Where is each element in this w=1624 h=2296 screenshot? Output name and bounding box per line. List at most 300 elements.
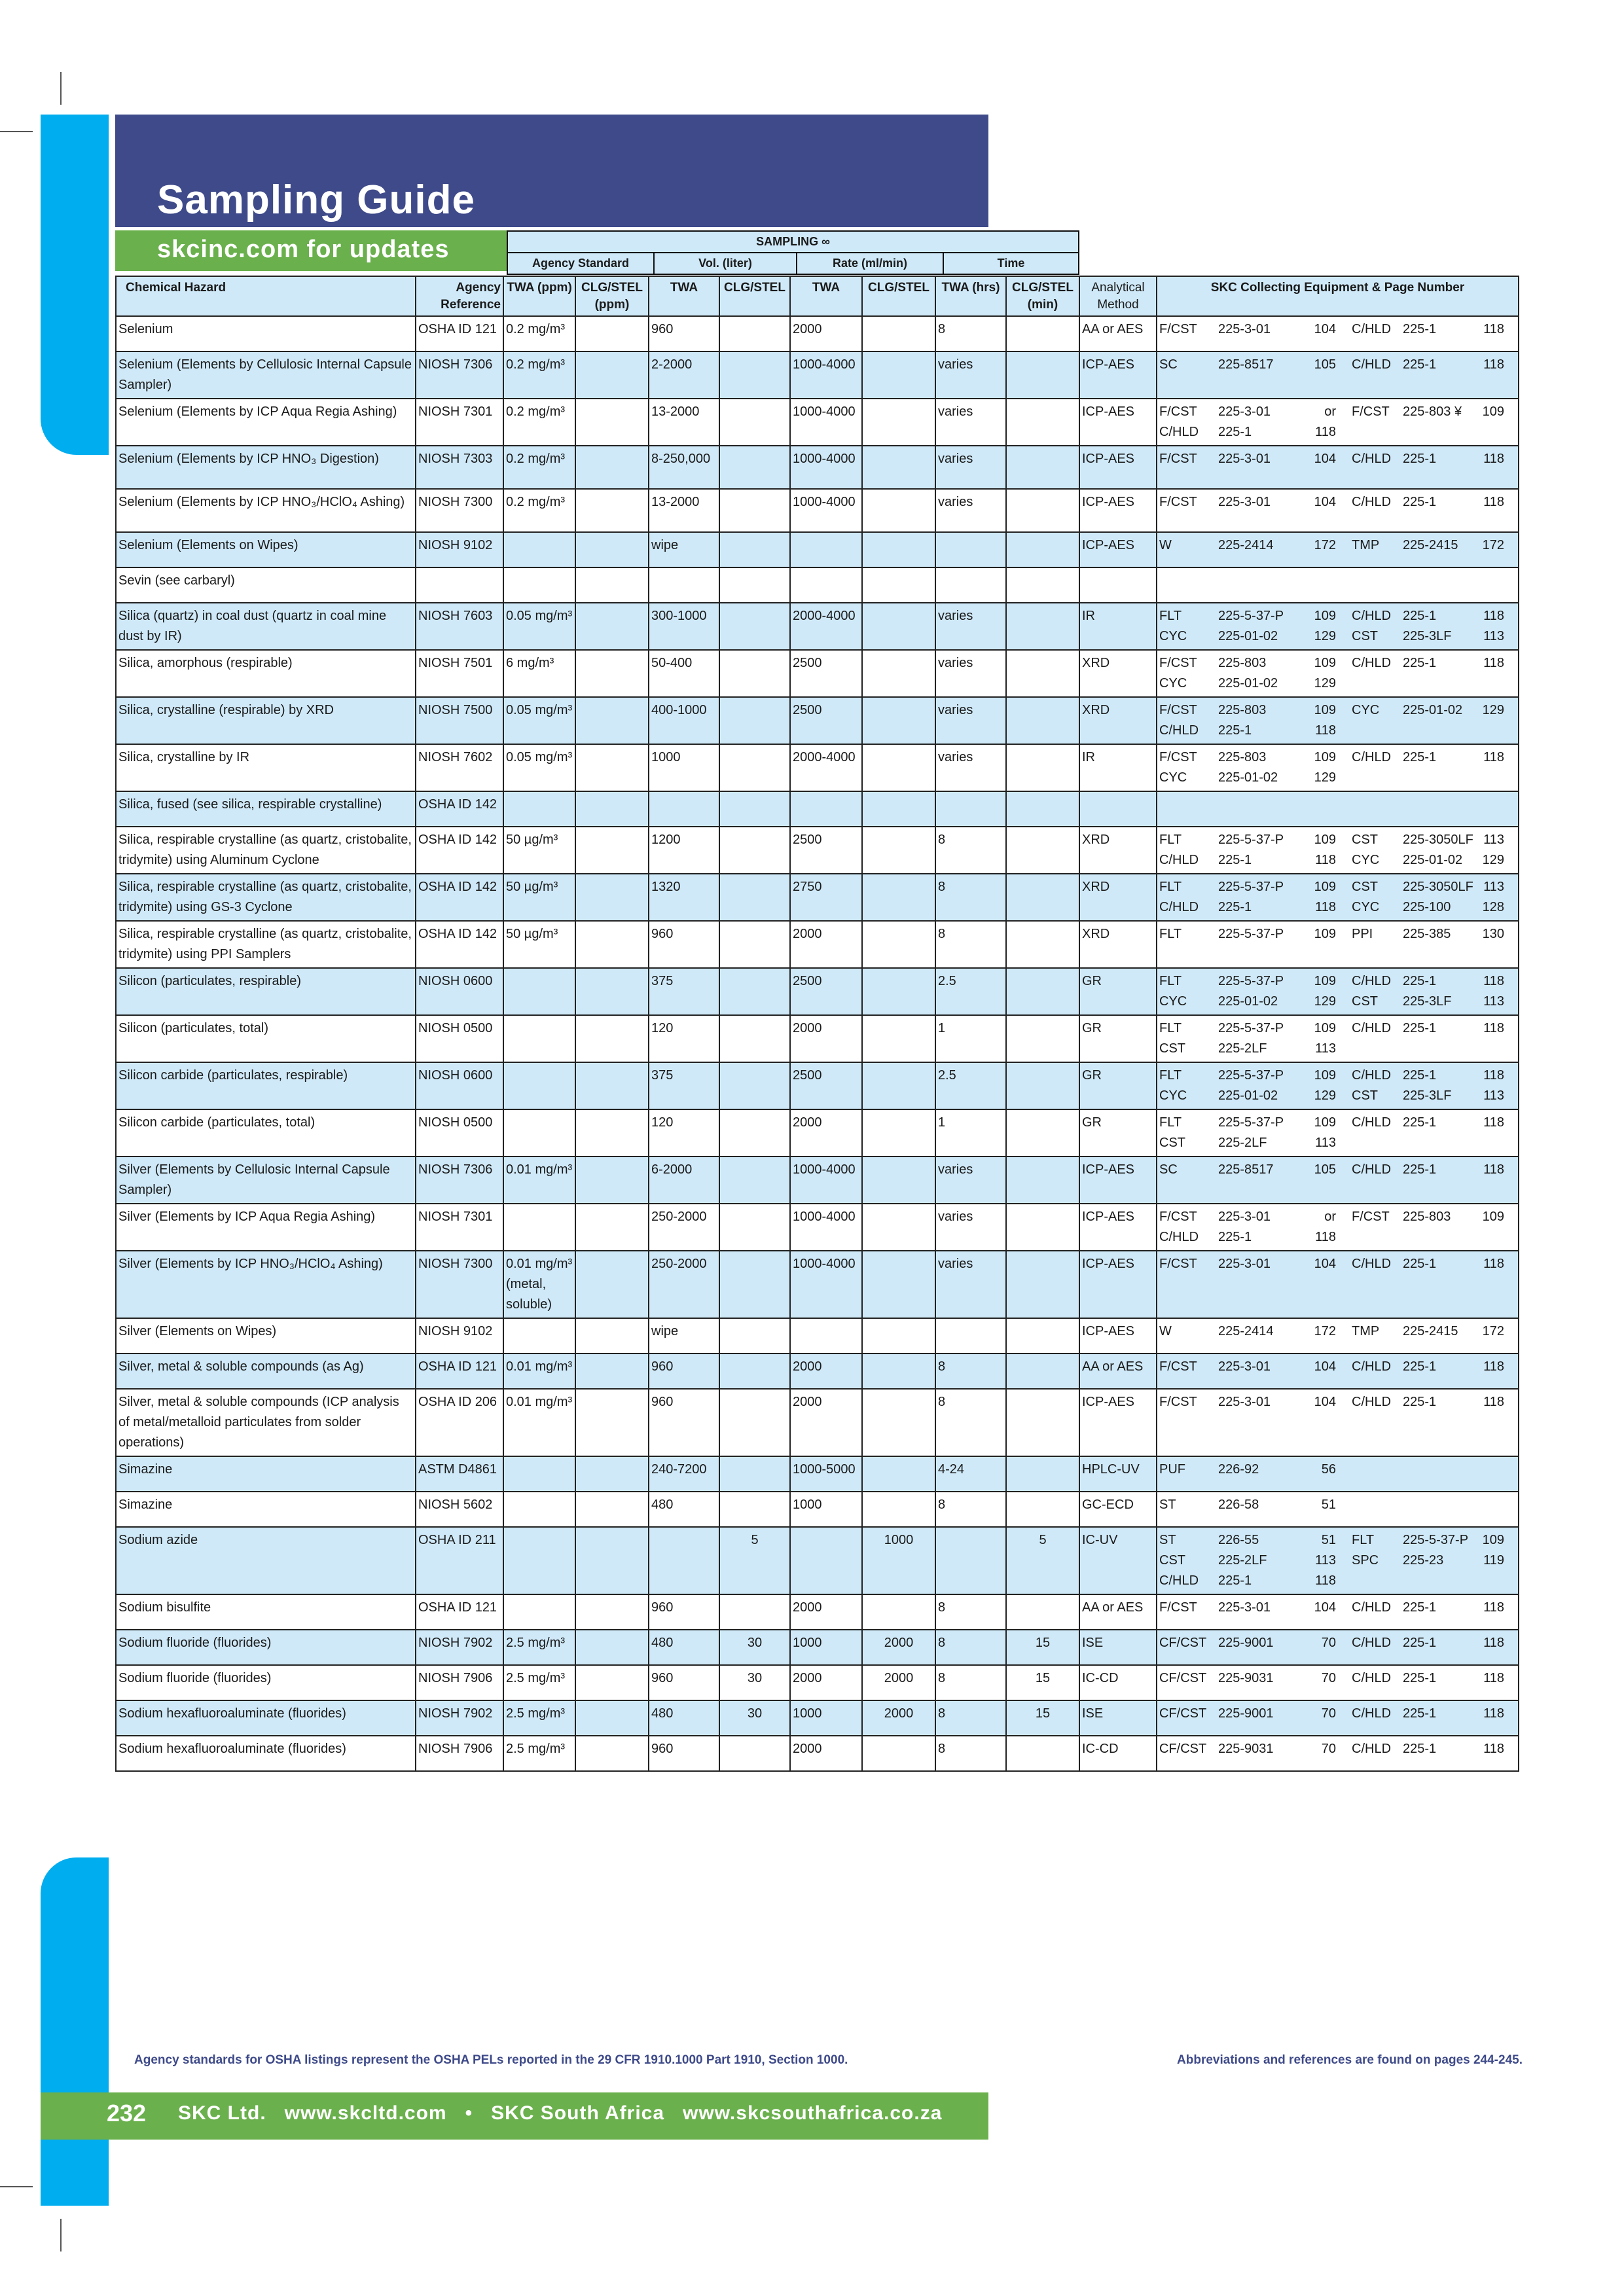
equipment-code: CST xyxy=(1352,833,1378,848)
equipment-page: 109 xyxy=(1482,1533,1504,1548)
time-twa: 8 xyxy=(935,827,1006,874)
chemical-name: Silica, crystalline (respirable) by XRD xyxy=(116,697,416,744)
vol-clg xyxy=(719,567,790,603)
collecting-equipment xyxy=(1157,968,1519,1015)
equipment-code: W xyxy=(1159,538,1172,553)
chemical-name: Selenium (Elements by ICP HNO₃ Digestion) xyxy=(116,446,416,489)
time-clg xyxy=(1006,1062,1079,1109)
equipment-page: 113 xyxy=(1315,1136,1336,1151)
table-row xyxy=(116,1594,1519,1630)
rate-twa xyxy=(790,791,862,827)
equipment-code: CF/CST xyxy=(1159,1671,1207,1686)
rate-clg xyxy=(862,697,935,744)
vol-twa: 960 xyxy=(649,1665,719,1700)
equipment-page: 118 xyxy=(1483,1115,1504,1130)
sampling-table xyxy=(115,276,1519,1772)
equipment-code: W xyxy=(1159,1324,1172,1339)
equipment-part: 225-5-37-P xyxy=(1218,1115,1284,1130)
equipment-page: 51 xyxy=(1321,1498,1336,1513)
chemical-name: Simazine xyxy=(116,1492,416,1527)
time-clg xyxy=(1006,1389,1079,1456)
vol-clg: 5 xyxy=(719,1527,790,1594)
equipment-part: 225-1 xyxy=(1403,609,1437,624)
equipment-page xyxy=(1481,422,1504,442)
equipment-code: C/HLD xyxy=(1352,322,1392,337)
equipment-page: 129 xyxy=(1314,770,1336,785)
rate-clg xyxy=(862,921,935,968)
equipment-part: 225-01-02 xyxy=(1403,853,1463,868)
equipment-part: 225-5-37-P xyxy=(1218,974,1284,989)
equipment-page: 70 xyxy=(1321,1636,1336,1651)
vol-clg: 30 xyxy=(719,1630,790,1665)
time-clg xyxy=(1006,1492,1079,1527)
vol-twa: 8-250,000 xyxy=(649,446,719,489)
equipment-line xyxy=(1159,673,1516,694)
equipment-part: 226-55 xyxy=(1218,1533,1259,1548)
equipment-code: F/CST xyxy=(1159,1395,1197,1410)
vol-clg xyxy=(719,399,790,446)
twa-value: 0.01 mg/m³ (metal, soluble) xyxy=(503,1251,575,1318)
collecting-equipment xyxy=(1157,827,1519,874)
equipment-code: F/CST xyxy=(1352,1210,1390,1225)
equipment-page xyxy=(1481,1460,1504,1480)
equipment-line xyxy=(1159,492,1516,512)
col-time-clg: CLG/STEL (min) xyxy=(1006,276,1079,316)
rate-twa xyxy=(790,532,862,567)
vol-twa: 960 xyxy=(649,1594,719,1630)
twa-value: 0.01 mg/m³ xyxy=(503,1389,575,1456)
clg-value xyxy=(575,921,649,968)
clg-value xyxy=(575,351,649,399)
equipment-line xyxy=(1159,422,1516,442)
equipment-code: F/CST xyxy=(1352,404,1390,420)
footnote-abbreviations: Abbreviations and references are found on pages 244-245. xyxy=(1177,2053,1523,2067)
equipment-line xyxy=(1159,1633,1516,1653)
equipment-part: 225-01-02 xyxy=(1218,770,1278,785)
collecting-equipment xyxy=(1157,1700,1519,1736)
analytical-method: GR xyxy=(1079,1109,1157,1157)
equipment-line xyxy=(1159,1039,1516,1059)
equipment-line xyxy=(1159,653,1516,673)
time-twa: 8 xyxy=(935,316,1006,351)
agency-ref: NIOSH 7603 xyxy=(416,603,503,650)
table-row xyxy=(116,968,1519,1015)
update-link[interactable]: skcinc.com for updates xyxy=(157,236,450,263)
table-row xyxy=(116,489,1519,532)
equipment-code: C/HLD xyxy=(1352,1671,1392,1686)
equipment-code: CF/CST xyxy=(1159,1706,1207,1721)
time-clg xyxy=(1006,1015,1079,1062)
equipment-page xyxy=(1481,768,1504,788)
analytical-method: XRD xyxy=(1079,874,1157,921)
rate-clg xyxy=(862,1492,935,1527)
agency-ref: NIOSH 7500 xyxy=(416,697,503,744)
agency-ref: NIOSH 9102 xyxy=(416,1318,503,1354)
equipment-part: 225-2414 xyxy=(1218,1324,1274,1339)
vol-clg: 30 xyxy=(719,1700,790,1736)
equipment-part: 225-1 xyxy=(1403,1068,1437,1083)
equipment-page: 129 xyxy=(1482,703,1504,718)
equipment-line xyxy=(1159,402,1516,422)
time-twa xyxy=(935,532,1006,567)
equipment-part: 225-1 xyxy=(1218,900,1252,915)
equipment-code: C/HLD xyxy=(1159,425,1199,440)
chemical-name: Silver, metal & soluble compounds (as Ag) xyxy=(116,1354,416,1389)
vol-twa: 50-400 xyxy=(649,650,719,697)
collecting-equipment xyxy=(1157,351,1519,399)
equipment-page: 113 xyxy=(1315,1041,1336,1056)
time-clg xyxy=(1006,567,1079,603)
time-twa: varies xyxy=(935,744,1006,791)
time-clg xyxy=(1006,968,1079,1015)
table-row xyxy=(116,827,1519,874)
equipment-part xyxy=(1403,721,1481,741)
collecting-equipment xyxy=(1157,1318,1519,1354)
equipment-line xyxy=(1159,1018,1516,1039)
twa-value: 0.2 mg/m³ xyxy=(503,399,575,446)
equipment-part: 225-2LF xyxy=(1218,1136,1267,1151)
equipment-part: 226-58 xyxy=(1218,1498,1259,1513)
chemical-name: Sodium bisulfite xyxy=(116,1594,416,1630)
equipment-code: CYC xyxy=(1352,703,1380,718)
analytical-method: GC-ECD xyxy=(1079,1492,1157,1527)
equipment-code: SC xyxy=(1159,357,1178,372)
table-row xyxy=(116,791,1519,827)
time-clg xyxy=(1006,1251,1079,1318)
equipment-page: 118 xyxy=(1483,357,1504,372)
twa-value: 0.01 mg/m³ xyxy=(503,1157,575,1204)
rate-clg xyxy=(862,968,935,1015)
col-agency-ref: Agency Reference xyxy=(416,276,503,316)
chemical-name: Selenium (Elements on Wipes) xyxy=(116,532,416,567)
equipment-code: FLT xyxy=(1352,1533,1375,1548)
col-equipment: SKC Collecting Equipment & Page Number xyxy=(1157,276,1519,316)
equipment-page: 118 xyxy=(1483,1021,1504,1036)
time-twa: varies xyxy=(935,399,1006,446)
time-twa: varies xyxy=(935,446,1006,489)
twa-value: 0.05 mg/m³ xyxy=(503,744,575,791)
chemical-name: Silica (quartz) in coal dust (quartz in coal mine dust by IR) xyxy=(116,603,416,650)
rate-twa xyxy=(790,1527,862,1594)
equipment-code: C/HLD xyxy=(1159,1230,1199,1245)
table-row xyxy=(116,1157,1519,1204)
equipment-page: 104 xyxy=(1314,322,1336,337)
equipment-part: 225-2LF xyxy=(1218,1553,1267,1568)
equipment-page: 56 xyxy=(1321,1462,1336,1477)
time-clg xyxy=(1006,1318,1079,1354)
equipment-line xyxy=(1159,721,1516,741)
equipment-part: 225-3-01 xyxy=(1218,1395,1271,1410)
time-clg xyxy=(1006,1736,1079,1771)
time-clg xyxy=(1006,351,1079,399)
equipment-part: 225-803 xyxy=(1218,750,1267,765)
col-rate-twa: TWA xyxy=(790,276,862,316)
time-twa: 8 xyxy=(935,1389,1006,1456)
equipment-part: 225-3-01 xyxy=(1218,404,1271,420)
equipment-line xyxy=(1159,1160,1516,1180)
equipment-part: 225-100 xyxy=(1403,900,1451,915)
equipment-code: C/HLD xyxy=(1352,974,1392,989)
chemical-name: Silica, respirable crystalline (as quartz, cristobalite, tridymite) using PPI Samplers xyxy=(116,921,416,968)
rate-twa: 1000-5000 xyxy=(790,1456,862,1492)
vol-twa: 6-2000 xyxy=(649,1157,719,1204)
equipment-line xyxy=(1159,850,1516,870)
rate-clg xyxy=(862,1062,935,1109)
time-twa xyxy=(935,791,1006,827)
rate-twa: 1000-4000 xyxy=(790,399,862,446)
equipment-page: 118 xyxy=(1483,1068,1504,1083)
equipment-code xyxy=(1352,1133,1403,1153)
equipment-code: C/HLD xyxy=(1352,357,1392,372)
equipment-line xyxy=(1159,1460,1516,1480)
vol-clg xyxy=(719,351,790,399)
vol-clg xyxy=(719,791,790,827)
equipment-page: 118 xyxy=(1483,1162,1504,1177)
equipment-code: CYC xyxy=(1352,853,1380,868)
crop-mark xyxy=(60,2219,62,2251)
sampling-group-label: SAMPLING ∞ xyxy=(507,231,1079,253)
equipment-code: CYC xyxy=(1159,994,1187,1009)
equipment-part: 225-1 xyxy=(1403,1395,1437,1410)
twa-value: 0.2 mg/m³ xyxy=(503,316,575,351)
clg-value xyxy=(575,532,649,567)
rate-twa: 1000-4000 xyxy=(790,1204,862,1251)
equipment-part: 225-3LF xyxy=(1403,994,1452,1009)
time-twa: 8 xyxy=(935,1594,1006,1630)
twa-value: 2.5 mg/m³ xyxy=(503,1630,575,1665)
time-twa: 2.5 xyxy=(935,1062,1006,1109)
equipment-page xyxy=(1481,1039,1504,1059)
equipment-page xyxy=(1481,1571,1504,1591)
equipment-page: 129 xyxy=(1314,1088,1336,1103)
equipment-code: FLT xyxy=(1159,974,1182,989)
rate-clg xyxy=(862,1109,935,1157)
clg-value xyxy=(575,1389,649,1456)
collecting-equipment xyxy=(1157,446,1519,489)
equipment-part: 225-1 xyxy=(1218,853,1252,868)
clg-value xyxy=(575,827,649,874)
equipment-page: 118 xyxy=(1483,452,1504,467)
collecting-equipment xyxy=(1157,603,1519,650)
clg-value xyxy=(575,1665,649,1700)
time-twa xyxy=(935,567,1006,603)
equipment-part: 225-1 xyxy=(1403,1636,1437,1651)
rate-twa: 2000-4000 xyxy=(790,744,862,791)
equipment-code: F/CST xyxy=(1159,1210,1197,1225)
side-accent-top xyxy=(41,115,109,455)
analytical-method: IR xyxy=(1079,744,1157,791)
equipment-part: 225-1 xyxy=(1403,357,1437,372)
equipment-page: 113 xyxy=(1483,994,1504,1009)
equipment-page: 118 xyxy=(1483,495,1504,510)
twa-value: 0.2 mg/m³ xyxy=(503,351,575,399)
equipment-part: 225-3-01 xyxy=(1218,1600,1271,1615)
time-label: Time xyxy=(943,253,1079,274)
rate-twa: 2500 xyxy=(790,650,862,697)
equipment-line xyxy=(1159,877,1516,897)
table-row xyxy=(116,1527,1519,1594)
collecting-equipment xyxy=(1157,1354,1519,1389)
chemical-name: Sodium fluoride (fluorides) xyxy=(116,1630,416,1665)
analytical-method: ICP-AES xyxy=(1079,1251,1157,1318)
rate-twa: 2000 xyxy=(790,1594,862,1630)
time-twa: 8 xyxy=(935,874,1006,921)
collecting-equipment xyxy=(1157,1456,1519,1492)
agency-ref: NIOSH 7902 xyxy=(416,1630,503,1665)
chemical-name: Silica, fused (see silica, respirable crystalline) xyxy=(116,791,416,827)
collecting-equipment xyxy=(1157,744,1519,791)
collecting-equipment xyxy=(1157,1204,1519,1251)
equipment-part: 225-1 xyxy=(1403,1600,1437,1615)
equipment-code: FLT xyxy=(1159,1115,1182,1130)
agency-ref: NIOSH 7906 xyxy=(416,1736,503,1771)
vol-label: Vol. (liter) xyxy=(654,253,797,274)
equipment-line xyxy=(1159,535,1516,556)
table-row xyxy=(116,532,1519,567)
analytical-method: ISE xyxy=(1079,1630,1157,1665)
agency-ref: OSHA ID 211 xyxy=(416,1527,503,1594)
table-row xyxy=(116,1109,1519,1157)
equipment-code: CYC xyxy=(1159,676,1187,691)
equipment-page: 109 xyxy=(1314,833,1336,848)
clg-value xyxy=(575,1630,649,1665)
table-row xyxy=(116,650,1519,697)
agency-ref: OSHA ID 142 xyxy=(416,791,503,827)
equipment-page: 109 xyxy=(1314,974,1336,989)
vol-clg xyxy=(719,1492,790,1527)
equipment-line xyxy=(1159,992,1516,1012)
rate-label: Rate (ml/min) xyxy=(797,253,943,274)
vol-twa: 960 xyxy=(649,1736,719,1771)
time-twa: 8 xyxy=(935,1665,1006,1700)
equipment-page: 109 xyxy=(1482,1210,1504,1225)
vol-twa: 250-2000 xyxy=(649,1204,719,1251)
equipment-part: 225-1 xyxy=(1218,425,1252,440)
vol-twa: 480 xyxy=(649,1492,719,1527)
rate-twa: 2500 xyxy=(790,1062,862,1109)
collecting-equipment xyxy=(1157,1736,1519,1771)
equipment-page: 113 xyxy=(1483,833,1504,848)
twa-value xyxy=(503,791,575,827)
col-chemical: Chemical Hazard xyxy=(116,276,416,316)
agency-ref xyxy=(416,567,503,603)
clg-value xyxy=(575,1157,649,1204)
equipment-page: 104 xyxy=(1314,1257,1336,1272)
rate-twa: 1000 xyxy=(790,1492,862,1527)
analytical-method: XRD xyxy=(1079,697,1157,744)
equipment-page: 118 xyxy=(1483,974,1504,989)
clg-value xyxy=(575,1251,649,1318)
twa-value xyxy=(503,567,575,603)
equipment-page: 70 xyxy=(1321,1706,1336,1721)
table-row xyxy=(116,399,1519,446)
table-row xyxy=(116,697,1519,744)
analytical-method: ICP-AES xyxy=(1079,489,1157,532)
rate-clg xyxy=(862,1354,935,1389)
agency-ref: ASTM D4861 xyxy=(416,1456,503,1492)
time-clg xyxy=(1006,446,1079,489)
chemical-name: Silicon (particulates, total) xyxy=(116,1015,416,1062)
equipment-part: 225-2LF xyxy=(1218,1041,1267,1056)
vol-twa: 120 xyxy=(649,1015,719,1062)
agency-ref: OSHA ID 142 xyxy=(416,874,503,921)
equipment-page: 130 xyxy=(1482,927,1504,942)
equipment-code: C/HLD xyxy=(1352,495,1392,510)
table-row xyxy=(116,351,1519,399)
equipment-part: 225-1 xyxy=(1403,1706,1437,1721)
equipment-line xyxy=(1159,897,1516,918)
table-row xyxy=(116,1062,1519,1109)
equipment-line xyxy=(1159,1571,1516,1591)
side-accent-bottom xyxy=(41,1857,109,2206)
equipment-code: C/HLD xyxy=(1352,1395,1392,1410)
analytical-method: XRD xyxy=(1079,650,1157,697)
chemical-name: Silver (Elements by ICP Aqua Regia Ashing) xyxy=(116,1204,416,1251)
equipment-part: 225-5-37-P xyxy=(1403,1533,1469,1548)
chemical-name: Selenium xyxy=(116,316,416,351)
vol-twa: 960 xyxy=(649,316,719,351)
equipment-code: ST xyxy=(1159,1498,1176,1513)
equipment-code: F/CST xyxy=(1159,495,1197,510)
equipment-code: F/CST xyxy=(1159,452,1197,467)
equipment-line xyxy=(1159,1551,1516,1571)
equipment-page: 118 xyxy=(1483,1359,1504,1374)
twa-value: 6 mg/m³ xyxy=(503,650,575,697)
twa-value xyxy=(503,1318,575,1354)
sampling-header xyxy=(507,230,1079,275)
rate-twa: 1000-4000 xyxy=(790,489,862,532)
equipment-page: 129 xyxy=(1314,629,1336,644)
rate-clg xyxy=(862,744,935,791)
chemical-name: Sevin (see carbaryl) xyxy=(116,567,416,603)
table-row xyxy=(116,1251,1519,1318)
table-row xyxy=(116,1456,1519,1492)
agency-ref: NIOSH 7303 xyxy=(416,446,503,489)
rate-clg xyxy=(862,489,935,532)
equipment-code: CF/CST xyxy=(1159,1636,1207,1651)
equipment-part: 225-5-37-P xyxy=(1218,927,1284,942)
equipment-part: 225-5-37-P xyxy=(1218,880,1284,895)
equipment-line xyxy=(1159,747,1516,768)
clg-value xyxy=(575,1109,649,1157)
equipment-code: CF/CST xyxy=(1159,1742,1207,1757)
equipment-page: 118 xyxy=(1483,1636,1504,1651)
table-row xyxy=(116,603,1519,650)
twa-value: 0.01 mg/m³ xyxy=(503,1354,575,1389)
analytical-method: ICP-AES xyxy=(1079,446,1157,489)
table-row xyxy=(116,1389,1519,1456)
equipment-page: 128 xyxy=(1482,900,1504,915)
agency-ref: NIOSH 7906 xyxy=(416,1665,503,1700)
rate-twa: 2000 xyxy=(790,1665,862,1700)
rate-clg xyxy=(862,1015,935,1062)
equipment-part: 225-1 xyxy=(1403,322,1437,337)
equipment-part: 225-1 xyxy=(1403,1359,1437,1374)
equipment-code: CYC xyxy=(1159,629,1187,644)
equipment-part xyxy=(1403,1227,1481,1247)
time-clg: 15 xyxy=(1006,1700,1079,1736)
col-twa-ppm: TWA (ppm) xyxy=(503,276,575,316)
equipment-code: C/HLD xyxy=(1352,750,1392,765)
rate-twa: 2000 xyxy=(790,921,862,968)
equipment-part xyxy=(1403,1460,1481,1480)
equipment-page: 109 xyxy=(1314,880,1336,895)
rate-clg xyxy=(862,1318,935,1354)
equipment-page: 70 xyxy=(1321,1742,1336,1757)
agency-ref: NIOSH 7301 xyxy=(416,399,503,446)
vol-twa xyxy=(649,1527,719,1594)
twa-value: 50 µg/m³ xyxy=(503,921,575,968)
